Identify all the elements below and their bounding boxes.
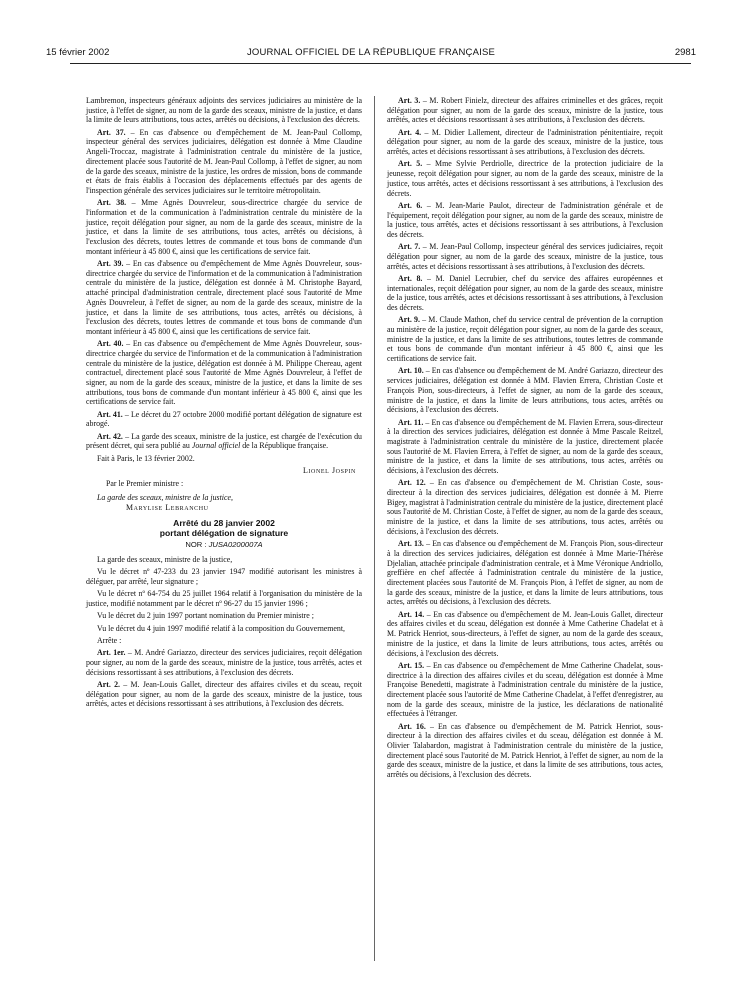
article-text: – En cas d'absence ou d'empêchement de Mme Catherine Chadelat, sous-directrice à la direction des affaires civiles et du sceau, délégation est donnée à Mme Françoise Benedetti, magistrate à l'administration centrale du ministère de la justice, directement placée sous l'autorité de Mme Catherine Chadelat, à l'effet d'enregistrer, au nom de la garde des sceaux, ministre de la justice, les déclarations de nationalité effectuées à l'étranger. [387, 660, 663, 719]
signer-name: Lionel Jospin [303, 466, 356, 476]
article-text: – En cas d'absence ou d'empêchement de Mme Agnès Douvreleur, sous-directrice chargée du service de l'information et de la communication à l'administration centrale du ministère de la justice, délégation est donnée à M. Philippe Chereau, agent contractuel, directement placé sous l'autorité de Mme Agnès Douvreleur, à l'effet de signer, au nom de la garde des sceaux, ministre de la justice, et dans la limite de ses attributions, tous bons de commande d'un montant inférieur à 45 800 €, ainsi que les certifications de service fait. [86, 339, 362, 407]
article-9 [387, 315, 663, 364]
article-label: Art. 11. [398, 417, 424, 427]
article-text: – En cas d'absence ou d'empêchement de M. André Gariazzo, directeur des services judiciaires, délégation est donnée à MM. Flavien Errera, Christian Coste et François Pion, sous-directeurs, à l'effet de signer, au nom de la garde des sceaux, ministre de la justice, et dans la limite de leurs attributions, tous actes, arrêtés ou décisions, à l'exclusion des décrets. [387, 366, 663, 415]
header-date: 15 février 2002 [46, 47, 110, 58]
journal-title: JOURNAL OFFICIEL DE LA RÉPUBLIQUE FRANÇAISE [246, 47, 496, 58]
page-header [46, 47, 696, 61]
visa: Vu le décret nº 47-233 du 23 janvier 1947 modifié autorisant les ministres à déléguer, par arrêté, leur signature ; [86, 567, 362, 586]
article-3 [387, 96, 663, 125]
article-text: – Mme Sylvie Perdriolle, directrice de la protection judiciaire de la jeunesse, reçoit délégation pour signer, au nom de la garde des sceaux, ministre de la justice, tous arrêtés, actes et décisions ressortissant à ses attributions, à l'exclusion des décrets. [387, 159, 663, 198]
article-label: Art. 16. [398, 721, 426, 731]
article-text: – Le décret du 27 octobre 2000 modifié portant délégation de signature est abrogé. [86, 409, 362, 429]
article-text: – En cas d'absence ou d'empêchement de Mme Agnès Douvreleur, sous-directrice chargée du service de l'information et de la communication à l'administration centrale du ministère de la justice, délégation est donnée à M. Christophe Bayard, attaché principal d'administration centrale, directement placé sous l'autorité de Mme Agnès Douvreleur, à l'effet de signer, au nom de la garde des sceaux, ministre de la justice, et dans la limite de ses attributions, tous actes, arrêtés ou décisions, à l'exclusion des décrets, toutes lettres de commande et tous bons de commande d'un montant inférieur à 45 800 €, ainsi que les certifications de service fait. [86, 259, 362, 336]
article-label: Art. 41. [97, 409, 123, 419]
article-text: – M. André Gariazzo, directeur des services judiciaires, reçoit délégation pour signer, au nom de la garde des sceaux, ministre de la justice, tous arrêtés, actes et décisions ressortissant à ses attributions, à l'exclusion des décrets. [86, 648, 362, 677]
article-8 [387, 274, 663, 313]
visa: Vu le décret du 2 juin 1997 portant nomination du Premier ministre ; [97, 611, 314, 621]
article-label: Art. 15. [398, 660, 425, 670]
article-text: – M. Jean-Paul Collomp, inspecteur général des services judiciaires, reçoit délégation pour signer, au nom de la garde des sceaux, ministre de la justice, tous arrêtés, actes et décisions ressortissant à ses attributions, à l'exclusion des décrets. [387, 242, 663, 271]
article-11 [387, 418, 663, 476]
article-text: – La garde des sceaux, ministre de la justice, est chargée de l'exécution du présent décret, qui sera publié au [86, 431, 363, 451]
article-7 [387, 242, 663, 271]
article-text: – En cas d'absence ou d'empêchement de M. Flavien Errera, sous-directeur à la direction des services judiciaires, délégation est donnée à Mme Pascale Reitzel, magistrate à l'administration centrale du ministère de la justice, directement placée sous l'autorité de M. Flavien Errera, à l'effet de signer, au nom de la garde des sceaux, ministre de la justice, et dans la limite de ses attributions, tous actes, arrêtés ou décisions, à l'exclusion des décrets. [387, 417, 663, 476]
article-5 [387, 159, 663, 198]
header-rule [70, 63, 691, 64]
visa-intro: La garde des sceaux, ministre de la justice, [97, 554, 233, 564]
nor-label: NOR : [185, 540, 209, 550]
arrete-title-line-1: Arrêté du 28 janvier 2002 [173, 518, 275, 529]
article-text: – M. Jean-Louis Gallet, directeur des affaires civiles et du sceau, reçoit délégation pour signer, au nom de la garde des sceaux, ministre de la justice, tous arrêtés, actes et décisions ressortissant à ses attributions, à l'exclusion des décrets. [86, 679, 362, 709]
article-text: – M. Didier Lallement, directeur de l'administration pénitentiaire, reçoit délégation pour signer, au nom de la garde des sceaux, ministre de la justice, tous arrêtés, actes et décisions ressortissant à ses attributions, à l'exclusion des décrets. [387, 127, 663, 157]
article-label: Art. 38. [97, 198, 127, 208]
article-37 [86, 128, 362, 196]
article-39 [86, 259, 362, 337]
article-16 [387, 722, 663, 780]
minister-title: La garde des sceaux, ministre de la justice, [97, 492, 233, 502]
article-text: – M. Claude Mathon, chef du service central de prévention de la corruption au ministère de la justice, reçoit délégation pour signer, au nom de la garde des sceaux, ministre de la justice, et dans la limite de ses attributions, toutes lettres de commande et tous bons de commande d'un montant inférieur à 45 800 €, ainsi que les certifications de service fait. [387, 315, 663, 364]
article-1 [86, 648, 362, 677]
nor-code: JUSA0200007A [208, 540, 263, 550]
by-prime-minister: Par le Premier ministre : [106, 479, 184, 489]
article-label: Art. 8. [398, 273, 423, 283]
article-label: Art. 10. [398, 366, 424, 376]
article-text: – M. Jean-Marie Paulot, directeur de l'administration générale et de l'équipement, reçoit délégation pour signer, au nom de la garde des sceaux, ministre de la justice, tous arrêtés, actes et décisions ressortissant à ses attributions, à l'exclusion des décrets. [387, 200, 663, 239]
paragraph-continuation: Lambremon, inspecteurs généraux adjoints des services judiciaires au ministère de la justice, à l'effet de signer, au nom de la garde des sceaux, ministre de la justice, et dans la limite de leurs attributions, tous actes, arrêtés ou décisions, à l'exclusion des décrets. [86, 96, 362, 125]
arrete-label: Arrête : [97, 635, 122, 645]
signature-place-date: Fait à Paris, le 13 février 2002. [97, 453, 195, 463]
article-13 [387, 539, 663, 607]
article-38 [86, 198, 362, 256]
page-number: 2981 [674, 47, 696, 58]
arrete-title-line-2: portant délégation de signature [159, 528, 289, 539]
article-label: Art. 39. [97, 259, 124, 269]
article-text: – M. Daniel Lecrubier, chef du service des affaires européennes et internationales, reçoit délégation pour signer, au nom de la garde des sceaux, ministre de la justice, tous arrêtés, actes et décisions ressortissant à ses attributions, à l'exclusion des décrets. [387, 273, 663, 313]
article-label: Art. 3. [398, 96, 421, 105]
article-label: Art. 4. [398, 127, 422, 137]
left-column [86, 96, 362, 712]
article-label: Art. 5. [398, 159, 423, 169]
right-column [387, 96, 663, 782]
minister-name: Marylise Lebranchu [126, 502, 209, 512]
article-text: – En cas d'absence ou d'empêchement de M. Jean-Paul Collomp, inspecteur général des services judiciaires, délégation est donnée à Mme Claudine Angeli-Troccaz, magistrate à l'administration centrale du ministère de la justice, directement placée sous l'autorité de M. Jean-Paul Collomp, à l'effet de signer, au nom de la garde des sceaux, ministre de la justice, les ordres de mission, bons de commande et états de frais établis à l'occasion des déplacements effectués par des agents de l'inspection générale des services judiciaires sur le territoire métropolitain. [86, 127, 362, 195]
article-label: Art. 40. [97, 339, 124, 349]
arrete-title [86, 518, 362, 538]
article-label: Art. 6. [398, 200, 423, 210]
article-41 [86, 410, 362, 429]
article-text: – Mme Agnès Douvreleur, sous-directrice chargée du service de l'information et de la communication à l'administration centrale du ministère de la justice, reçoit délégation pour signer, au nom de la garde des sceaux, ministre de la justice, et dans la limite de ses attributions, tous actes, arrêtés ou décisions, à l'exclusion des décrets, toutes lettres de commande et tous bons de commande d'un montant inférieur à 45 800 €, ainsi que les certifications de service fait. [86, 198, 362, 256]
visa: Vu le décret du 4 juin 1997 modifié relatif à la composition du Gouvernement, [97, 623, 346, 633]
journal-name: Journal officiel [191, 441, 241, 451]
article-label: Art. 37. [97, 127, 126, 137]
article-label: Art. 2. [97, 679, 121, 689]
article-15 [387, 661, 663, 719]
article-label: Art. 1er. [97, 648, 126, 658]
article-label: Art. 14. [398, 609, 425, 619]
article-text: – En cas d'absence ou d'empêchement de M. Christian Coste, sous-directeur à la direction des services judiciaires, délégation est donnée à M. Pierre Bigey, magistrat à l'administration centrale du ministère de la justice, directement placé sous l'autorité de M. Christian Coste, à l'effet de signer, au nom de la garde des sceaux, ministre de la justice, et dans la limite de ses attributions, tous actes, arrêtés ou décisions, à l'exclusion des décrets. [387, 478, 663, 536]
article-10 [387, 366, 663, 415]
article-14 [387, 610, 663, 659]
article-2 [86, 680, 362, 709]
article-4 [387, 128, 663, 157]
article-text: de la République française. [240, 441, 329, 451]
article-6 [387, 201, 663, 240]
article-12 [387, 478, 663, 536]
article-text: – En cas d'absence ou d'empêchement de M. François Pion, sous-directeur à la direction des services judiciaires, délégation est donnée à Mme Marie-Thérèse Djelalian, attachée principale d'administration centrale, et à Mme Véronique Andriollo, greffière en chef affectée à l'administration centrale du ministère de la justice, directement placées sous l'autorité de M. François Pion, à l'effet de signer, au nom de la garde des sceaux, ministre de la justice, et dans la limite de leurs attributions, tous actes, arrêtés ou décisions, à l'exclusion des décrets. [387, 539, 663, 607]
nor-reference [86, 540, 362, 550]
article-text: – En cas d'absence ou d'empêchement de M. Patrick Henriot, sous-directeur à la direction des affaires civiles et du sceau, délégation est donnée à M. Olivier Talabardon, magistrat à l'administration centrale du ministère de la justice, directement placé sous l'autorité de M. Patrick Henriot, à l'effet de signer, au nom de la garde des sceaux, ministre de la justice, et dans la limite de ses attributions, tous actes, arrêtés ou décisions, à l'exclusion des décrets. [387, 721, 664, 780]
article-text: – M. Robert Finielz, directeur des affaires criminelles et des grâces, reçoit délégation pour signer, au nom de la garde des sceaux, ministre de la justice, tous arrêtés, actes et décisions ressortissant à ses attributions, à l'exclusion des décrets. [387, 96, 664, 125]
article-42 [86, 432, 362, 451]
article-label: Art. 9. [398, 315, 420, 325]
article-40 [86, 339, 362, 407]
article-label: Art. 13. [398, 539, 424, 549]
article-label: Art. 12. [398, 478, 426, 488]
visa: Vu le décret nº 64-754 du 25 juillet 1964 relatif à l'organisation du ministère de la justice, modifié notamment par le décret nº 96-27 du 15 janvier 1996 ; [86, 589, 362, 608]
article-label: Art. 42. [97, 431, 123, 441]
article-label: Art. 7. [398, 242, 421, 252]
article-text: – En cas d'absence ou d'empêchement de M. Jean-Louis Gallet, directeur des affaires civiles et du sceau, délégation est donnée à Mme Catherine Chadelat et à M. Patrick Henriot, sous-directeurs, à l'effet de signer, au nom de la garde des sceaux, ministre de la justice, et dans la limite de leurs attributions, tous actes, arrêtés ou décisions, à l'exclusion des décrets. [387, 609, 663, 658]
column-divider [374, 96, 375, 961]
